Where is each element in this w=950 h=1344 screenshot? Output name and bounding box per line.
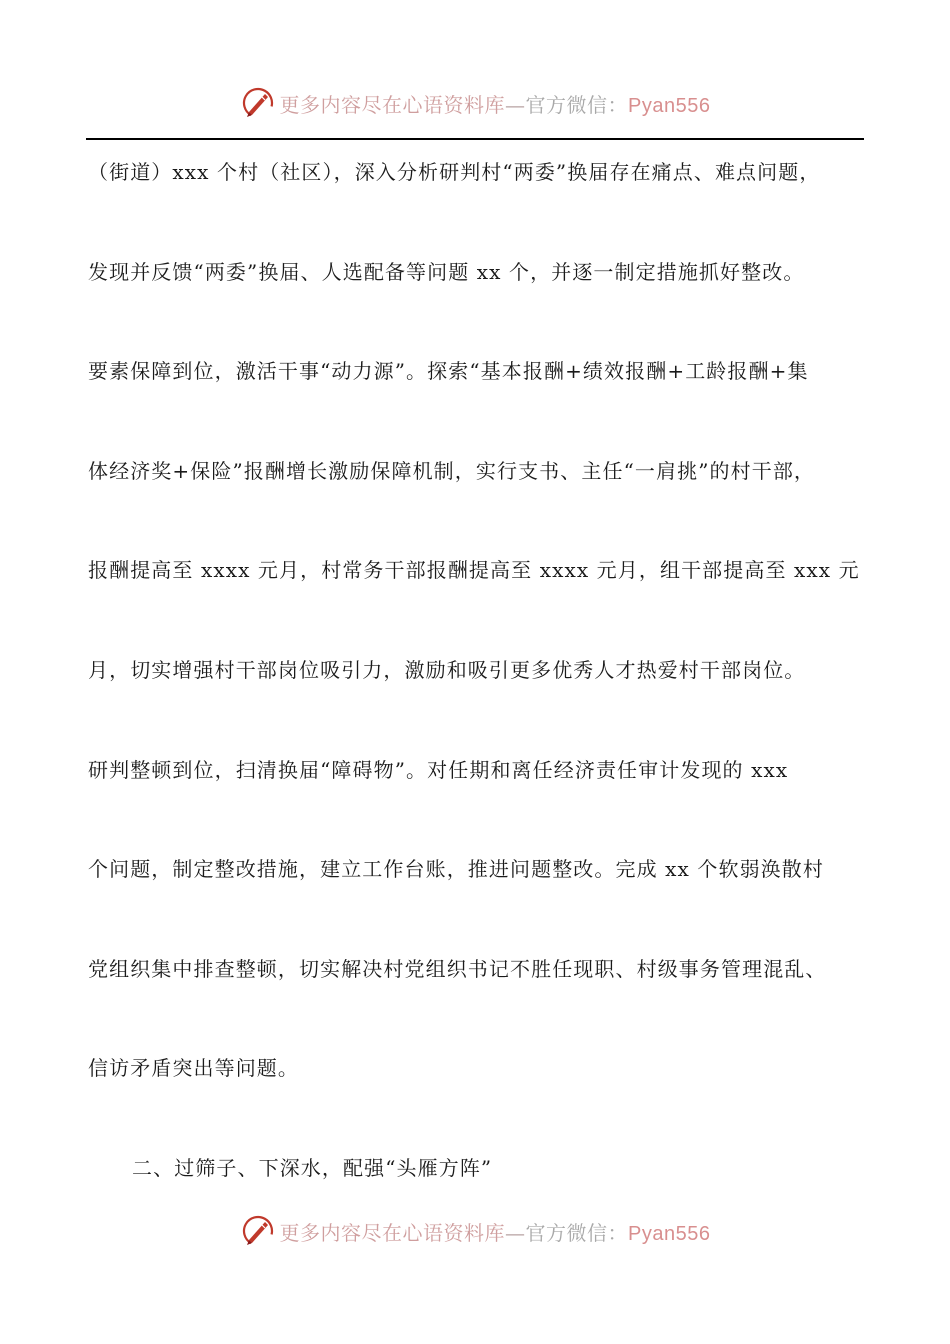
header-dash: — <box>505 92 526 117</box>
document-body <box>88 147 868 1243</box>
text-line: 党组织集中排查整顿，切实解决村党组织书记不胜任现职、村级事务管理混乱、 <box>88 956 827 981</box>
header-wechat-label: 官方微信： <box>525 92 629 117</box>
text-line: 体经济奖+保险”报酬增长激励保障机制，实行支书、主任“一肩挑”的村干部， <box>88 458 816 483</box>
text-line: 个问题，制定整改措施，建立工作台账，推进问题整改。完成 xx 个软弱涣散村 <box>88 857 824 882</box>
footer-wechat-handle: Pyan556 <box>628 1222 711 1245</box>
header-wechat-handle: Pyan556 <box>628 94 711 117</box>
footer-brand-text: 更多内容尽在心语资料库 <box>279 1220 506 1245</box>
header-banner-content <box>240 85 711 121</box>
text-line: 发现并反馈“两委”换届、人选配备等问题 xx 个，并逐一制定措施抓好整改。 <box>88 259 805 284</box>
header-banner-text <box>280 89 711 118</box>
footer-banner-content <box>240 1213 711 1249</box>
text-line: 报酬提高至 xxxx 元月，村常务干部报酬提高至 xxxx 元月，组干部提高至 xxx 元 <box>88 558 860 583</box>
text-line: 月，切实增强村干部岗位吸引力，激励和吸引更多优秀人才热爱村干部岗位。 <box>88 657 806 682</box>
header-banner <box>0 83 950 123</box>
header-divider <box>86 138 864 140</box>
pen-logo-icon <box>240 1213 276 1249</box>
footer-banner-text <box>280 1217 711 1246</box>
footer-wechat-label: 官方微信： <box>525 1220 629 1245</box>
footer-dash: — <box>505 1220 526 1245</box>
pen-logo-icon <box>240 85 276 121</box>
text-line: （街道）xxx 个村（社区），深入分析研判村“两委”换届存在痛点、难点问题， <box>88 160 821 184</box>
text-line: 研判整顿到位，扫清换届“障碍物”。对任期和离任经济责任审计发现的 xxx <box>88 757 789 782</box>
footer-banner <box>0 1211 950 1251</box>
text-line: 要素保障到位，激活干事“动力源”。探索“基本报酬+绩效报酬+工龄报酬+集 <box>88 359 809 384</box>
text-line: 信访矛盾突出等问题。 <box>88 1056 299 1081</box>
header-brand-text: 更多内容尽在心语资料库 <box>279 92 506 117</box>
section-heading: 二、过筛子、下深水，配强“头雁方阵” <box>132 1155 493 1180</box>
